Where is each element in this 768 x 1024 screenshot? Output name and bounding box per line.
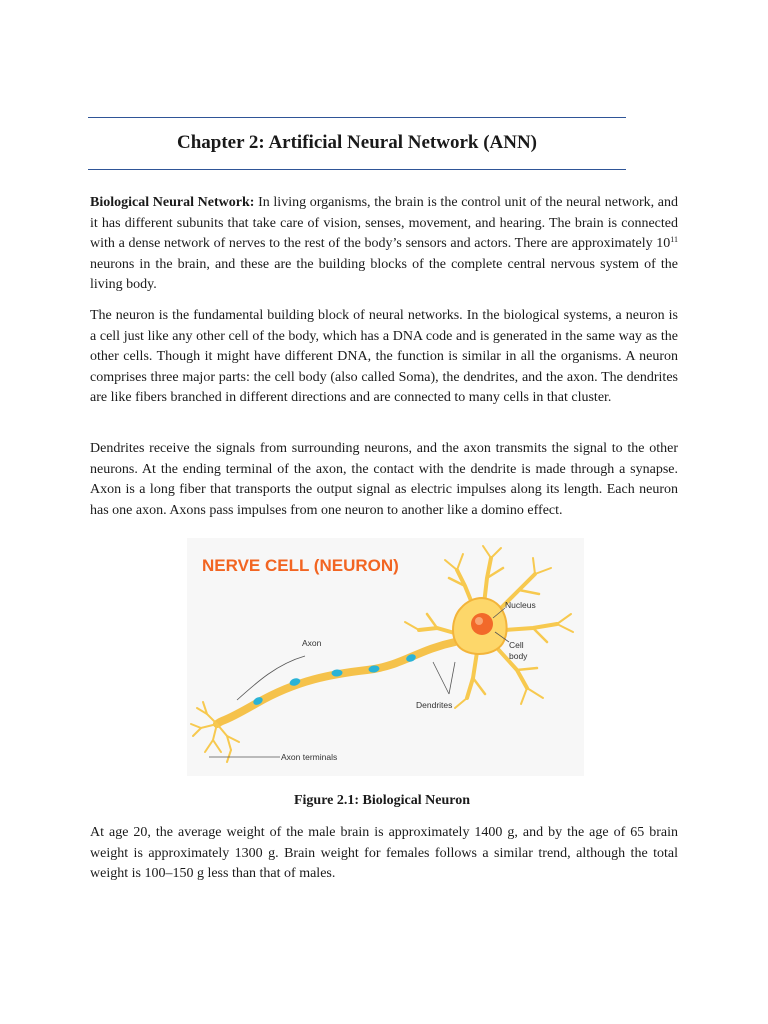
top-rule	[88, 117, 626, 118]
neuron-illustration	[187, 538, 584, 776]
paragraph-neuron: The neuron is the fundamental building block of neural networks. In the biological systems, a neuron is a cell just like any other cell of the body, which has a DNA code and is generated in the same way as the other cells. Though it might have different DNA, the function is similar in all the organisms. A neuron comprises three major parts: the cell body (also called Soma), the dendrites, and the axon. The dendrites are like fibers branched in different directions and are connected to many cells in that cluster.	[90, 308, 678, 406]
cell-body-label-line2: body	[509, 651, 528, 661]
chapter-title: Chapter 2: Artificial Neural Network (ANN)	[176, 132, 538, 153]
paragraph-lead: Biological Neural Network:	[90, 195, 255, 210]
nucleus-shape	[471, 613, 493, 635]
dendrites-label: Dendrites	[416, 700, 453, 710]
paragraph-text: In living organisms, the brain is the control unit of the neural network, and it has different subunits that take care of vision, senses, movement, and hearing. The brain is connected with a dense network of nerves to the rest of the body’s sensors and actors. There are approximately 10	[90, 195, 678, 252]
neuron-figure	[187, 538, 584, 776]
bottom-rule	[88, 169, 626, 170]
axon-shaft	[217, 642, 455, 724]
paragraph-biological-neural-network	[90, 193, 678, 296]
nucleus-highlight	[475, 617, 483, 625]
figure-heading: NERVE CELL (NEURON)	[202, 556, 399, 575]
paragraph-text-continued: neurons in the brain, and these are the building blocks of the complete central nervous system of the living body.	[90, 256, 678, 293]
nucleus-label: Nucleus	[505, 600, 536, 610]
paragraph-brain-weight: At age 20, the average weight of the male brain is approximately 1400 g, and by the age of 65 brain weight is approximately 1300 g. Brain weight for females follows a similar trend, although the total weight is 100–150 g less than that of males.	[90, 825, 678, 882]
figure-caption: Figure 2.1: Biological Neuron	[293, 793, 471, 808]
axon-terminals-label: Axon terminals	[281, 752, 338, 762]
exponent: 11	[670, 235, 678, 245]
cell-body-label-line1: Cell	[509, 640, 524, 650]
paragraph-dendrites: Dendrites receive the signals from surrounding neurons, and the axon transmits the signal to the other neurons. At the ending terminal of the axon, the contact with the dendrite is made through a synapse. Axon is a long fiber that transports the output signal as electric impulses along its length. Each neuron has one axon. Axons pass impulses from one neuron to another like a domino effect.	[90, 441, 678, 518]
axon-label: Axon	[302, 638, 322, 648]
axon-terminal-branches	[191, 702, 239, 762]
